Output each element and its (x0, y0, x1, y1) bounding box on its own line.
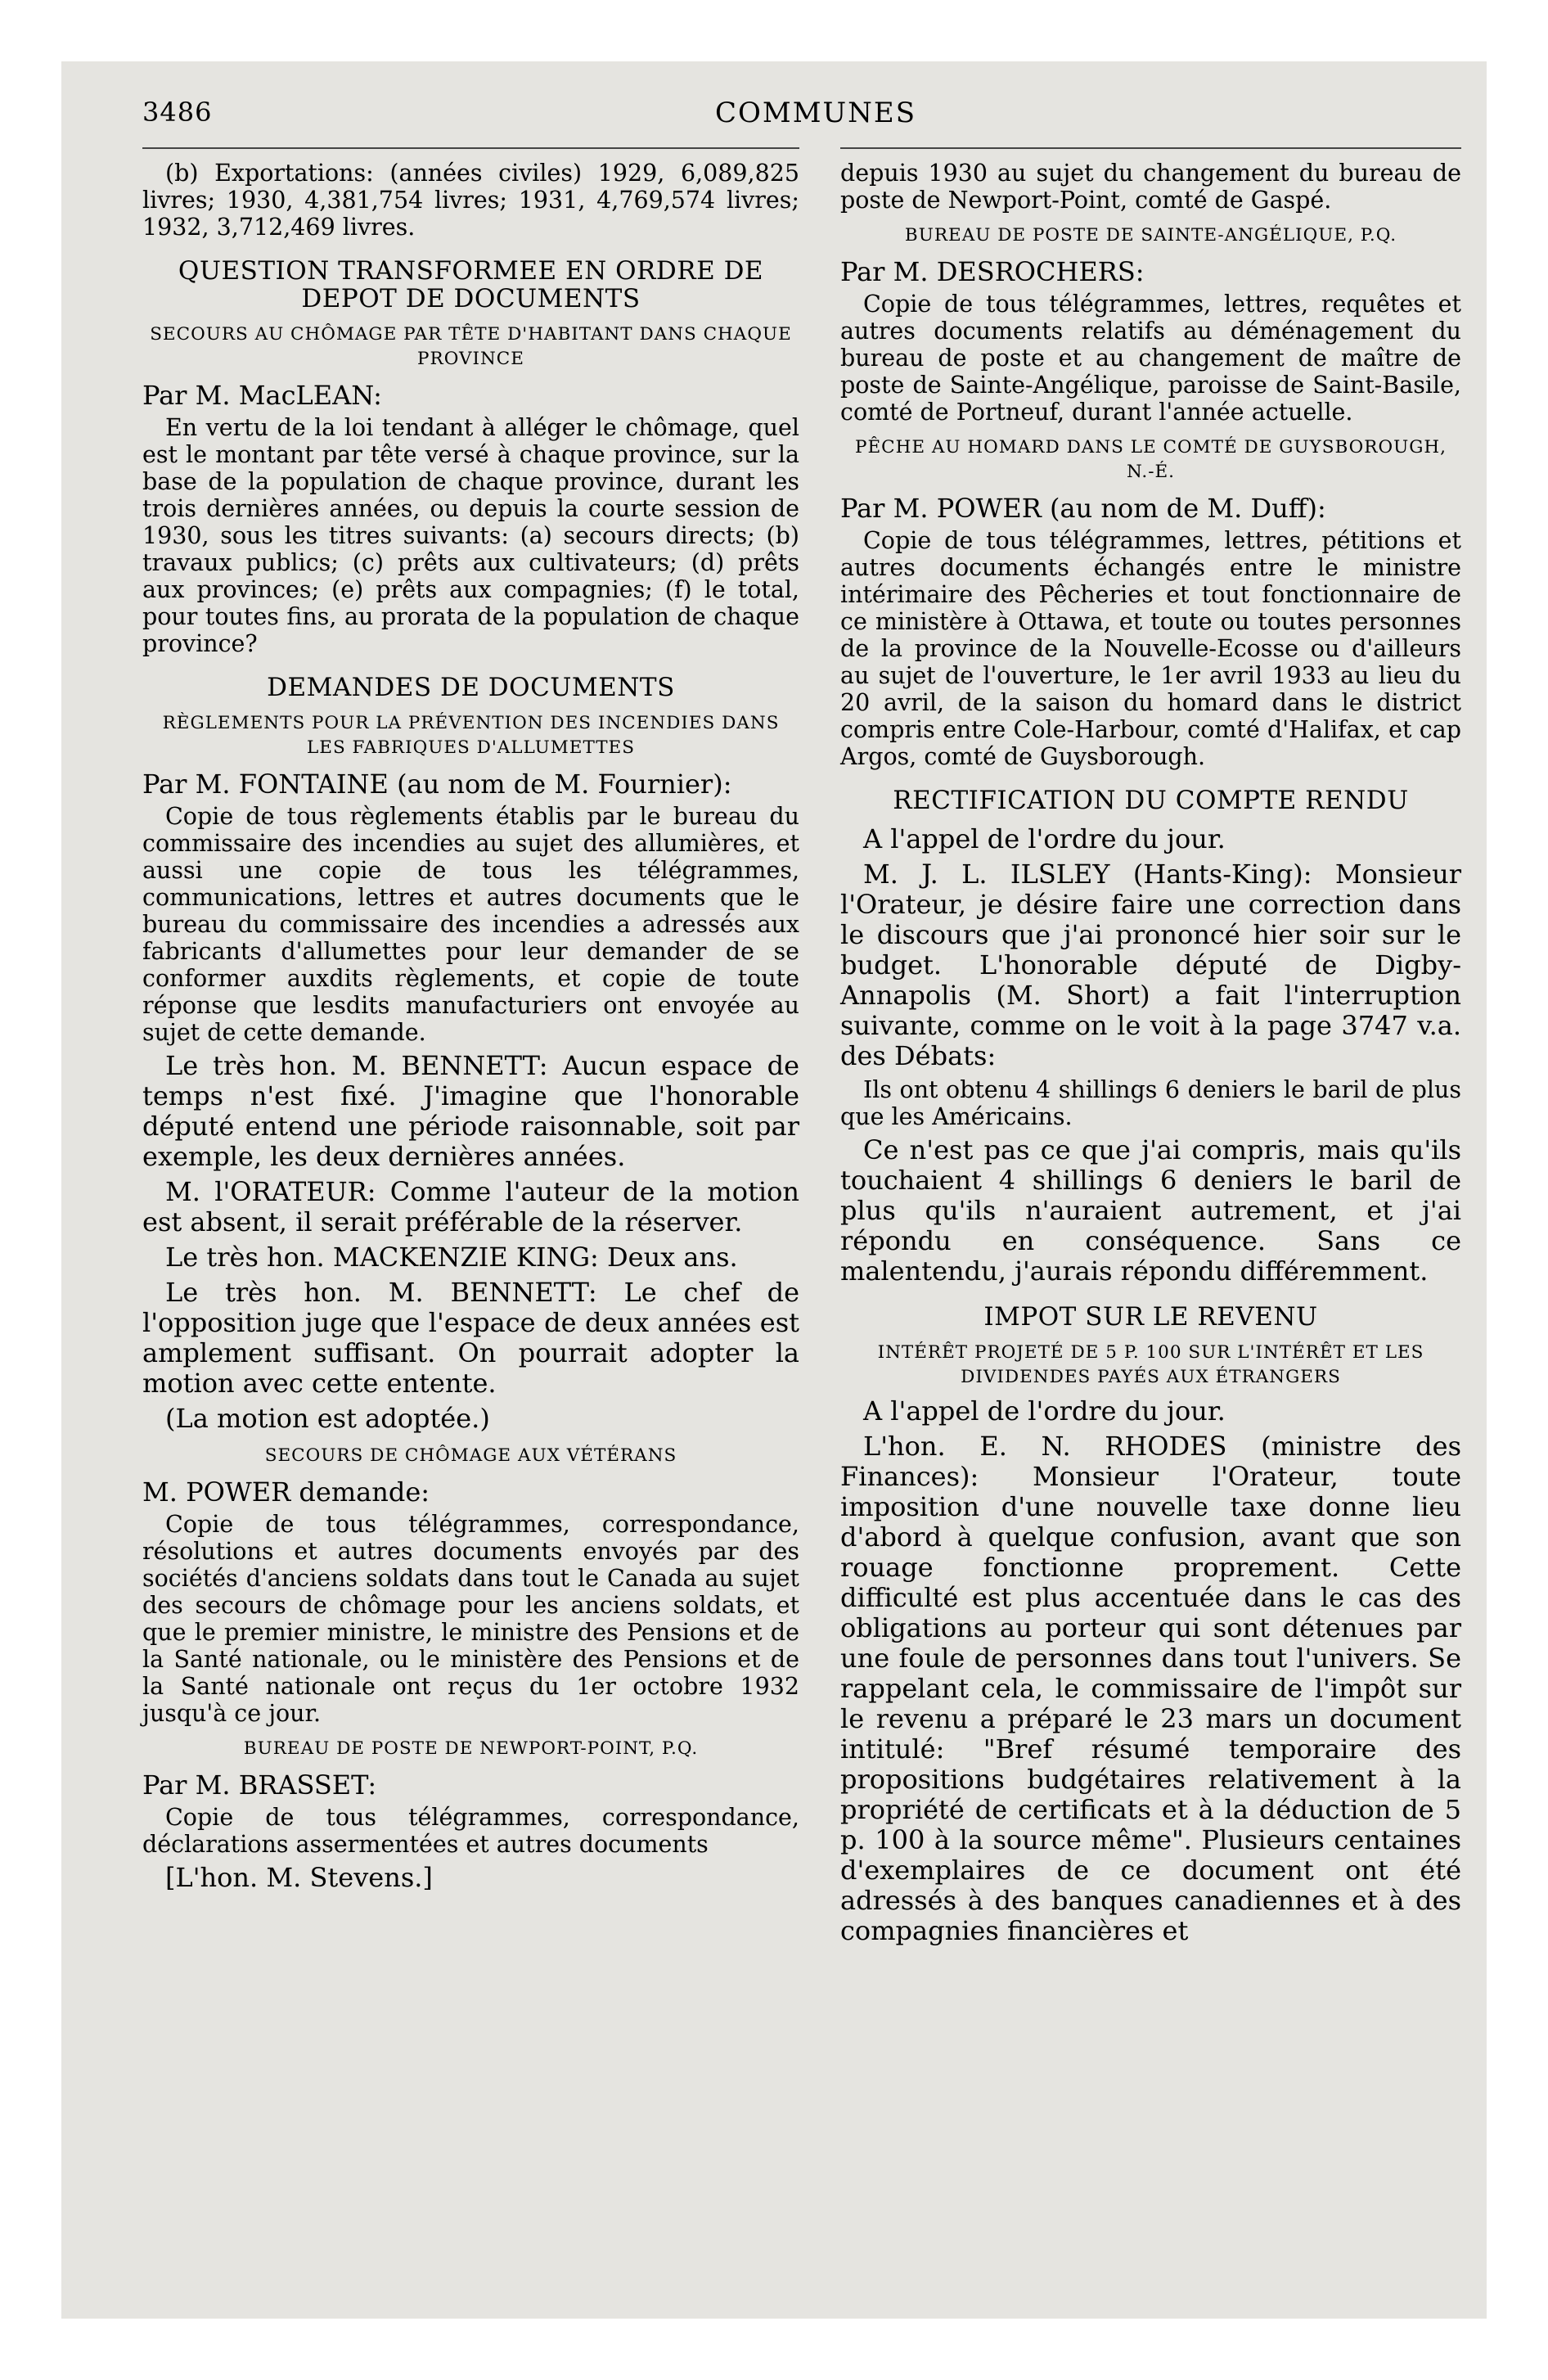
debate-paragraph: [L'hon. M. Stevens.] (165, 1862, 433, 1893)
debate-paragraph: M. J. L. ILSLEY (Hants-King): Monsieur l'Orateur, je désire faire une correction dans le discours que j'ai prononcé hier soir sur le budget. L'honorable député de Digby-Annapolis (M. Short) a fait l'interruption suivante, comme on le voit à la page 3747 v.a. des Débats: (840, 859, 1461, 1071)
debate-paragraph: A l'appel de l'ordre du jour. (863, 823, 1226, 854)
debate-paragraph: Le très hon. M. BENNETT: Aucun espace de temps n'est fixé. J'imagine que l'honorable député entend une période raisonnable, soit par exemple, les deux dernières années. (142, 1050, 799, 1172)
header-rule-left (142, 147, 799, 149)
debate-paragraph: Le très hon. M. BENNETT: Le chef de l'opposition juge que l'espace de deux années est amplement suffisant. On pourrait adopter la motion avec cette entente. (142, 1277, 799, 1399)
debate-paragraph: Ce n'est pas ce que j'ai compris, mais qu'ils touchaient 4 shillings 6 deniers le baril de plus qu'ils n'auraient autrement, et j'ai répondu en conséquence. Sans ce malentendu, j'aurais répondu différemment. (840, 1134, 1461, 1287)
debate-paragraph: L'hon. E. N. RHODES (ministre des Finances): Monsieur l'Orateur, toute imposition d'une nouvelle taxe donne lieu d'abord à quelque confusion, avant que son rouage fonctionne proprement. Cette difficulté est plus accentuée dans le cas des obligations au porteur qui sont détenues par une foule de personnes dans tout l'univers. Se rappelant cela, le commissaire de l'impôt sur le revenu a préparé le 23 mars un document intitulé: "Bref résumé temporaire des propositions budgétaires relativement à la propriété de certificats et à la déduction de 5 p. 100 à la source même". Plusieurs centaines d'exemplaires de ce document ont été adressés à des banques canadiennes et à des compagnies financières et (840, 1431, 1461, 1946)
subsection-heading: PÊCHE AU HOMARD DANS LE COMTÉ DE GUYSBOROUGH, N.-É. (855, 437, 1447, 482)
debate-paragraph: (La motion est adoptée.) (165, 1403, 490, 1434)
paragraph: Copie de tous télégrammes, lettres, pétitions et autres documents échangés entre le ministre intérimaire des Pêcheries et tout fonctionnaire de ce ministère à Ottawa, et toute ou toutes personnes de la province de la Nouvelle-Ecosse ou d'ailleurs au sujet de l'ouverture, le 1er avril 1933 au lieu du 20 avril, de la saison du homard dans le district compris entre Cole-Harbour, comté d'Halifax, et cap Argos, comté de Guysborough. (840, 527, 1461, 770)
subsection-heading: BUREAU DE POSTE DE SAINTE-ANGÉLIQUE, P.Q. (904, 225, 1397, 246)
speaker-line: Par M. BRASSET: (142, 1769, 377, 1801)
speaker-line: Par M. MacLEAN: (142, 380, 382, 411)
subsection-heading: RÈGLEMENTS POUR LA PRÉVENTION DES INCENDIES DANS LES FABRIQUES D'ALLUMETTES (162, 713, 780, 758)
paragraph: Copie de tous télégrammes, lettres, requêtes et autres documents relatifs au déménagement du bureau de poste et au changement de maître de poste de Sainte-Angélique, paroisse de Saint-Basile, comté de Portneuf, durant l'année actuelle. (840, 291, 1461, 426)
section-heading: DEMANDES DE DOCUMENTS (267, 673, 675, 702)
subsection-heading: SECOURS AU CHÔMAGE PAR TÊTE D'HABITANT DANS CHAQUE PROVINCE (150, 324, 792, 369)
paragraph: (b) Exportations: (années civiles) 1929, 6,089,825 livres; 1930, 4,381,754 livres; 1931, 4,769,574 livres; 1932, 3,712,469 livres. (142, 160, 799, 241)
paragraph: En vertu de la loi tendant à alléger le chômage, quel est le montant par tête versé à chaque province, sur la base de la population de chaque province, durant les trois dernières années, ou depuis la courte session de 1930, sous les titres suivants: (a) secours directs; (b) travaux publics; (c) prêts aux cultivateurs; (d) prêts aux provinces; (e) prêts aux compagnies; (f) le total, pour toutes fins, au prorata de la population de chaque province? (142, 414, 799, 657)
paragraph: depuis 1930 au sujet du changement du bureau de poste de Newport-Point, comté de Gaspé. (840, 160, 1461, 214)
left-column (142, 160, 799, 1898)
subsection-heading: INTÉRÊT PROJETÉ DE 5 P. 100 SUR L'INTÉRÊT ET LES DIVIDENDES PAYÉS AUX ÉTRANGERS (877, 1342, 1424, 1387)
running-head: COMMUNES (715, 97, 917, 129)
paragraph: Ils ont obtenu 4 shillings 6 deniers le baril de plus que les Américains. (840, 1076, 1461, 1130)
subsection-heading: BUREAU DE POSTE DE NEWPORT-POINT, P.Q. (243, 1738, 699, 1759)
paragraph: Copie de tous télégrammes, correspondance, résolutions et autres documents envoyés par des sociétés d'anciens soldats dans tout le Canada au sujet des secours de chômage pour les anciens soldats, et que le premier ministre, le ministre des Pensions et de la Santé nationale, ou le ministère des Pensions et de la Santé nationale ont reçus du 1er octobre 1932 jusqu'à ce jour. (142, 1511, 799, 1727)
speaker-line: Par M. DESROCHERS: (840, 256, 1145, 287)
speaker-line: M. POWER demande: (142, 1476, 430, 1508)
paragraph: Copie de tous règlements établis par le bureau du commissaire des incendies au sujet des allumières, et aussi une copie de tous les télégrammes, communications, lettres et autres documents que le bureau du commissaire des incendies a adressés aux fabricants d'allumettes pour leur demander de se conformer auxdits règlements, et copie de toute réponse que lesdits manufacturiers ont envoyée au sujet de cette demande. (142, 803, 799, 1046)
debate-paragraph: A l'appel de l'ordre du jour. (863, 1395, 1226, 1427)
section-heading: QUESTION TRANSFORMEE EN ORDRE DE DEPOT DE DOCUMENTS (178, 256, 764, 313)
section-heading: IMPOT SUR LE REVENU (983, 1302, 1318, 1332)
debate-paragraph: Le très hon. MACKENZIE KING: Deux ans. (165, 1242, 738, 1273)
debate-paragraph: M. l'ORATEUR: Comme l'auteur de la motion est absent, il serait préférable de la réserver. (142, 1176, 799, 1237)
subsection-heading: SECOURS DE CHÔMAGE AUX VÉTÉRANS (264, 1445, 677, 1466)
paragraph: Copie de tous télégrammes, correspondance, déclarations assermentées et autres documents (142, 1804, 799, 1858)
right-column (840, 160, 1461, 1951)
section-heading: RECTIFICATION DU COMPTE RENDU (893, 786, 1409, 815)
page-number: 3486 (142, 97, 213, 128)
speaker-line: Par M. POWER (au nom de M. Duff): (840, 493, 1326, 524)
header-rule-right (840, 147, 1461, 149)
speaker-line: Par M. FONTAINE (au nom de M. Fournier): (142, 769, 732, 800)
page-header (142, 97, 1461, 146)
